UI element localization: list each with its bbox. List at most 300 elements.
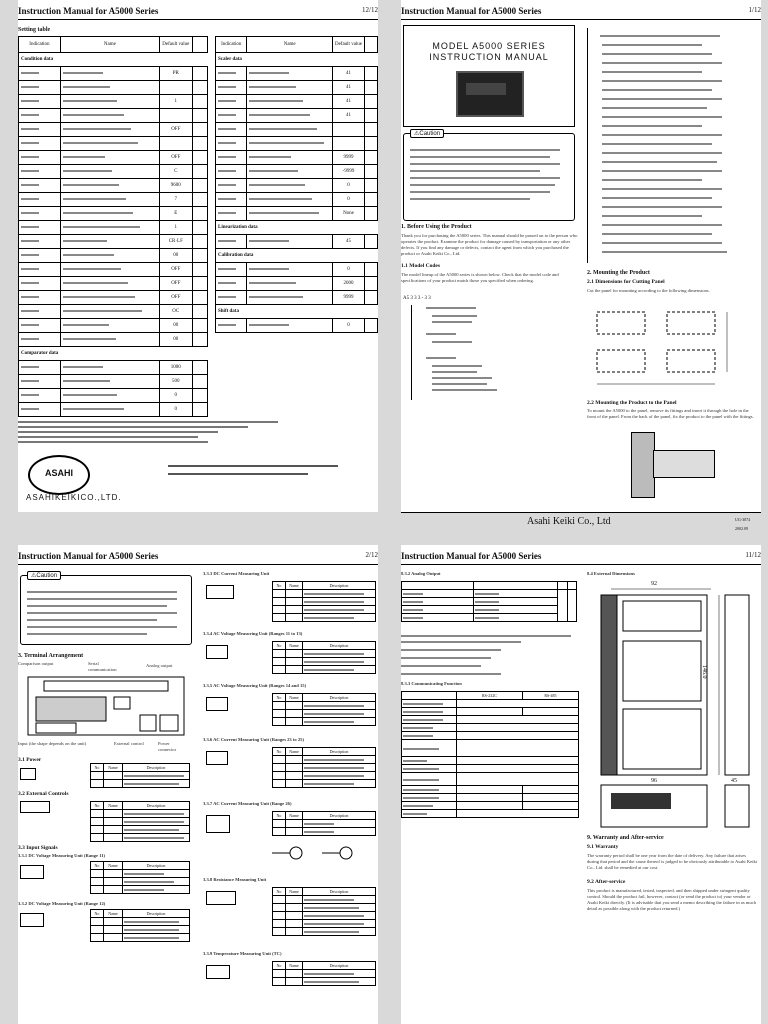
manual-page-1 xyxy=(401,0,761,512)
aca2-table: No Name Description xyxy=(272,811,376,836)
table-row xyxy=(216,109,378,123)
indication-cell xyxy=(19,109,61,123)
cover-title: INSTRUCTION MANUAL xyxy=(429,52,549,62)
blank-cell xyxy=(192,123,207,137)
blank-cell xyxy=(192,151,207,165)
blank-cell xyxy=(365,235,378,249)
group-label: Shift data xyxy=(216,305,378,319)
ext-controls-heading: 3.2 External Controls xyxy=(18,791,69,797)
footer-rule xyxy=(401,512,761,513)
default-cell: 1000 xyxy=(159,361,192,375)
default-cell: 0 xyxy=(332,193,364,207)
name-cell xyxy=(247,235,333,249)
blank-cell xyxy=(192,375,207,389)
table-row xyxy=(216,123,378,137)
indication-cell xyxy=(19,361,61,375)
name-cell xyxy=(60,109,159,123)
blank-cell xyxy=(192,137,207,151)
page-number: 1/12 xyxy=(748,6,761,14)
warning-icon: ⚠ xyxy=(414,131,420,137)
default-cell: 0 xyxy=(159,403,192,417)
logo-text: ASAHI xyxy=(44,468,73,478)
blank-cell xyxy=(192,263,207,277)
table-row xyxy=(19,305,208,319)
blank-cell xyxy=(192,109,207,123)
col-name: Name xyxy=(247,37,333,53)
manual-page-12 xyxy=(18,0,378,512)
group-row xyxy=(216,221,378,235)
header-title: Instruction Manual for A5000 Series xyxy=(401,551,542,561)
blank-cell xyxy=(365,207,378,221)
terminal-diagram xyxy=(22,675,190,739)
default-cell: 45 xyxy=(332,235,364,249)
table-row xyxy=(19,179,208,193)
default-cell: 41 xyxy=(332,81,364,95)
table-row xyxy=(216,235,378,249)
name-cell xyxy=(60,333,159,347)
input-label: Input (the shape depends on the unit) xyxy=(18,741,87,746)
default-cell: CR·LF xyxy=(159,235,192,249)
name-cell xyxy=(247,291,333,305)
caution-label: ⚠Caution xyxy=(410,129,444,138)
blank-cell xyxy=(192,193,207,207)
dim-depth: 45 xyxy=(731,778,737,784)
blank-cell xyxy=(192,81,207,95)
default-cell: OFF xyxy=(159,291,192,305)
company-logo xyxy=(28,455,90,495)
blank-cell xyxy=(192,277,207,291)
company-name: ASAHIKEIKICO.,LTD. xyxy=(26,493,122,502)
blank-cell xyxy=(365,291,378,305)
dim-height: 146.0 xyxy=(701,665,707,679)
dca-terminal-icon xyxy=(206,585,234,599)
dcv2-terminal-icon xyxy=(20,913,44,927)
name-cell xyxy=(247,319,333,333)
table-row xyxy=(19,151,208,165)
blank-cell xyxy=(365,137,378,151)
indication-cell xyxy=(216,291,247,305)
default-cell: PR xyxy=(159,67,192,81)
blank-cell xyxy=(192,95,207,109)
name-cell xyxy=(60,277,159,291)
tc-terminal-icon xyxy=(206,965,230,979)
default-cell: 0 xyxy=(159,389,192,403)
res-table: No Name Description xyxy=(272,887,376,936)
analog-output-heading: 8.3.2 Analog Output xyxy=(401,571,441,576)
before-using-heading: 1. Before Using the Product xyxy=(401,224,472,230)
group-row xyxy=(216,305,378,319)
table-row xyxy=(19,361,208,375)
analog-notes xyxy=(401,631,579,681)
group-label: Linearization data xyxy=(216,221,378,235)
blank-cell xyxy=(192,179,207,193)
blank-cell xyxy=(192,333,207,347)
col-default: Default value xyxy=(159,37,192,53)
dcv-terminal-icon xyxy=(20,865,44,879)
power-terminal-icon xyxy=(20,768,36,780)
power-heading: 3.1 Power xyxy=(18,757,42,763)
model-code: A5 3 3 3 - 3 3 xyxy=(403,296,431,301)
blank-cell xyxy=(365,263,378,277)
table-row xyxy=(19,109,208,123)
name-cell xyxy=(60,263,159,277)
page-header xyxy=(18,545,378,567)
aca2-terminal-icon xyxy=(206,815,230,833)
default-cell: 0 xyxy=(332,263,364,277)
default-cell: 00 xyxy=(159,333,192,347)
dimensions-heading: 2.1 Dimensions for Cutting Panel xyxy=(587,279,665,285)
name-cell xyxy=(60,151,159,165)
warranty-text: The warranty period shall be one year from the date of delivery. Any failure that arises during that period and the cause thereof is judged to be obviously attributable to Asahi Keiki Co., Ltd. shall be remedied at our cost. xyxy=(587,853,758,870)
blank-cell xyxy=(192,67,207,81)
table-row xyxy=(216,95,378,109)
analog-output-table xyxy=(401,581,577,622)
caution-box xyxy=(403,133,575,221)
acv-heading: 3.3.4 AC Voltage Measuring Unit (Ranges 11 to 13) xyxy=(203,631,303,636)
aca-heading: 3.3.6 AC Current Measuring Unit (Ranges 23 to 25) xyxy=(203,737,304,742)
default-cell: -9999 xyxy=(332,165,364,179)
external-control-label: External control xyxy=(114,741,144,746)
blank-cell xyxy=(192,361,207,375)
indication-cell xyxy=(19,319,61,333)
cover-box xyxy=(403,25,575,127)
name-cell xyxy=(60,179,159,193)
dcv-heading: 3.3.1 DC Voltage Measuring Unit (Range 11) xyxy=(18,853,106,858)
indication-cell xyxy=(19,389,61,403)
blank-cell xyxy=(365,123,378,137)
table-row xyxy=(19,137,208,151)
tc-heading: 3.3.9 Temperature Measuring Unit (TC) xyxy=(203,951,282,956)
serial-comm-label: Serial communication xyxy=(88,661,117,672)
header-title: Instruction Manual for A5000 Series xyxy=(401,6,542,16)
page-header xyxy=(401,545,761,567)
header-title: Instruction Manual for A5000 Series xyxy=(18,551,159,561)
name-cell xyxy=(247,123,333,137)
model-codes-text: The model lineup of the A5000 series is shown below. Check that the model code and specifications of your product match those you specified when ordering. xyxy=(401,272,559,283)
group-row xyxy=(216,53,378,67)
default-cell: None xyxy=(332,207,364,221)
group-row xyxy=(216,249,378,263)
indication-cell xyxy=(19,165,61,179)
indication-cell xyxy=(19,221,61,235)
default-cell xyxy=(159,137,192,151)
indication-cell xyxy=(216,95,247,109)
indication-cell xyxy=(19,151,61,165)
group-label: Calibration data xyxy=(216,249,378,263)
name-cell xyxy=(60,249,159,263)
acv-table: No Name Description xyxy=(272,641,376,674)
table-row xyxy=(19,95,208,109)
power-connector-label: Power connector xyxy=(158,741,177,752)
table-row xyxy=(19,263,208,277)
name-cell xyxy=(60,403,159,417)
blank-cell xyxy=(192,291,207,305)
indication-cell xyxy=(19,67,61,81)
terminal-heading: 3. Terminal Arrangement xyxy=(18,653,84,659)
group-label: Scaler data xyxy=(216,53,378,67)
default-cell: 00 xyxy=(159,249,192,263)
table-row xyxy=(19,165,208,179)
indication-cell xyxy=(19,207,61,221)
indication-cell xyxy=(19,249,61,263)
model-code-tree xyxy=(411,305,512,400)
name-cell xyxy=(60,389,159,403)
table-row xyxy=(19,375,208,389)
group-row xyxy=(19,347,208,361)
name-cell xyxy=(60,235,159,249)
table-row xyxy=(19,193,208,207)
indication-cell xyxy=(216,319,247,333)
name-cell xyxy=(247,207,333,221)
indication-cell xyxy=(216,137,247,151)
header-title: Instruction Manual for A5000 Series xyxy=(18,6,159,16)
blank-cell xyxy=(192,249,207,263)
acv2-terminal-icon xyxy=(206,697,228,711)
table-row xyxy=(19,277,208,291)
after-service-text: This product is manufactured, tested, inspected, and then shipped under stringent quality control. Should the product fail, however, contact (or send the product to) your vendor or Asahi Keiki directly. (It is advisable that you send a memo describing the failure in as much detail as possible along with the product returned.) xyxy=(587,888,756,911)
mounting-heading: 2. Mounting the Product xyxy=(587,270,650,276)
table-row xyxy=(19,389,208,403)
indication-cell xyxy=(19,333,61,347)
acv2-heading: 3.3.5 AC Voltage Measuring Unit (Ranges 14 and 15) xyxy=(203,683,307,688)
indication-cell xyxy=(19,123,61,137)
table-row xyxy=(19,235,208,249)
default-cell: 9999 xyxy=(332,151,364,165)
panel-cutout-diagram xyxy=(591,298,741,393)
table-row xyxy=(216,165,378,179)
indication-cell xyxy=(19,137,61,151)
default-cell xyxy=(159,109,192,123)
power-table: No Name Description xyxy=(90,763,190,788)
name-cell xyxy=(60,375,159,389)
name-cell xyxy=(60,361,159,375)
blank-cell xyxy=(365,319,378,333)
blank-cell xyxy=(192,305,207,319)
blank-cell xyxy=(365,277,378,291)
name-cell xyxy=(247,277,333,291)
table-row xyxy=(19,291,208,305)
default-cell xyxy=(159,81,192,95)
name-cell xyxy=(60,123,159,137)
table-row xyxy=(216,193,378,207)
page-header xyxy=(18,0,378,22)
name-cell xyxy=(60,137,159,151)
table-row xyxy=(216,319,378,333)
indication-cell xyxy=(19,235,61,249)
table-row xyxy=(19,319,208,333)
blank-cell xyxy=(365,179,378,193)
default-cell: 7 xyxy=(159,193,192,207)
dca-heading: 3.3.3 DC Current Measuring Unit xyxy=(203,571,270,576)
aca2-heading: 3.3.7 AC Current Measuring Unit (Range 26) xyxy=(203,801,292,806)
blank-cell xyxy=(192,165,207,179)
page-number: 2/12 xyxy=(365,551,378,559)
group-label: Comparator data xyxy=(19,347,208,361)
default-cell: 41 xyxy=(332,95,364,109)
default-cell: 00 xyxy=(159,319,192,333)
dimensions-text: Cut the panel for mounting according to the following dimensions. xyxy=(587,288,710,293)
table-row xyxy=(19,67,208,81)
blank-cell xyxy=(365,95,378,109)
rs232c-header: RS-232C xyxy=(457,692,523,700)
blank-cell xyxy=(365,193,378,207)
table-row xyxy=(216,81,378,95)
indication-cell xyxy=(216,235,247,249)
blank-cell xyxy=(192,389,207,403)
name-cell xyxy=(247,151,333,165)
table-row xyxy=(19,123,208,137)
table-row xyxy=(19,81,208,95)
mount-text: To mount the A5000 to the panel, remove its fittings and insert it through the hole in the front of the panel. From the back of the panel, fix the product to the panel with the fittings. xyxy=(587,408,754,419)
page-number: 11/12 xyxy=(745,551,761,559)
indication-cell xyxy=(216,277,247,291)
ct-connector-icons xyxy=(268,841,368,865)
res-heading: 3.3.8 Resistance Measuring Unit xyxy=(203,877,267,882)
default-cell: 0 xyxy=(332,179,364,193)
blank-cell xyxy=(365,165,378,179)
dim-width-bottom: 96 xyxy=(651,778,657,784)
name-cell xyxy=(247,137,333,151)
col-default: Default value xyxy=(332,37,364,53)
indication-cell xyxy=(216,81,247,95)
external-dimensions-drawing xyxy=(591,581,761,831)
name-cell xyxy=(60,193,159,207)
name-cell xyxy=(60,291,159,305)
group-label: Condition data xyxy=(19,53,208,67)
mount-diagram xyxy=(621,432,721,496)
comm-heading: 8.3.3 Communicating Function xyxy=(401,681,462,686)
blank-cell xyxy=(192,403,207,417)
dim-width-top: 92 xyxy=(651,581,657,587)
acv2-table: No Name Description xyxy=(272,693,376,726)
name-cell xyxy=(60,95,159,109)
default-cell: 2000 xyxy=(332,277,364,291)
tc-table: No Name Description xyxy=(272,961,376,986)
name-cell xyxy=(247,95,333,109)
name-cell xyxy=(60,319,159,333)
blank-cell xyxy=(192,319,207,333)
manual-page-11 xyxy=(401,545,761,1024)
mount-heading: 2.2 Mounting the Product to the Panel xyxy=(587,400,677,406)
table-footnotes xyxy=(18,418,318,446)
model-list-right xyxy=(587,28,758,263)
indication-cell xyxy=(19,263,61,277)
table-row xyxy=(216,291,378,305)
name-cell xyxy=(60,67,159,81)
table-row xyxy=(216,137,378,151)
name-cell xyxy=(247,81,333,95)
dcv2-heading: 3.3.2 DC Voltage Measuring Unit (Range 12) xyxy=(18,901,106,906)
manual-page-2 xyxy=(18,545,378,1024)
indication-cell xyxy=(216,179,247,193)
indication-cell xyxy=(19,375,61,389)
footer-date: 2002.09 xyxy=(735,526,748,531)
indication-cell xyxy=(19,81,61,95)
ext-terminal-icon xyxy=(20,801,50,813)
dcv-table: No Name Description xyxy=(90,861,190,894)
indication-cell xyxy=(216,165,247,179)
name-cell xyxy=(60,305,159,319)
warranty-subheading: 9.1 Warranty xyxy=(587,844,619,850)
group-row xyxy=(19,53,208,67)
cover-model: MODEL A5000 SERIES xyxy=(432,41,546,51)
default-cell: 0 xyxy=(332,319,364,333)
col-indication: Indication xyxy=(19,37,61,53)
default-cell: 41 xyxy=(332,109,364,123)
caution-box xyxy=(20,575,192,645)
meter-image xyxy=(456,71,524,117)
dcv2-table: No Name Description xyxy=(90,909,190,942)
name-cell xyxy=(247,109,333,123)
table-row xyxy=(19,333,208,347)
name-cell xyxy=(60,81,159,95)
default-cell: OFF xyxy=(159,263,192,277)
default-cell: OFF xyxy=(159,151,192,165)
comm-table xyxy=(401,691,579,818)
default-cell: C xyxy=(159,165,192,179)
table-row xyxy=(19,403,208,417)
name-cell xyxy=(60,165,159,179)
external-dimensions-heading: 8.4 External Dimensions xyxy=(587,571,635,576)
indication-cell xyxy=(19,305,61,319)
default-cell: OFF xyxy=(159,123,192,137)
indication-cell xyxy=(216,67,247,81)
name-cell xyxy=(247,263,333,277)
default-cell: OFF xyxy=(159,277,192,291)
indication-cell xyxy=(19,403,61,417)
default-cell: E xyxy=(159,207,192,221)
indication-cell xyxy=(216,123,247,137)
default-cell: 41 xyxy=(332,67,364,81)
blank-cell xyxy=(365,151,378,165)
setting-table-left xyxy=(18,36,208,417)
page-header xyxy=(401,0,761,22)
default-cell: 500 xyxy=(159,375,192,389)
blank-cell xyxy=(192,207,207,221)
res-terminal-icon xyxy=(206,891,236,905)
setting-table-label: Setting table xyxy=(18,27,51,33)
table-row xyxy=(216,67,378,81)
footer-company: Asahi Keiki Co., Ltd xyxy=(527,516,611,527)
comparison-output-label: Comparison output xyxy=(18,661,54,666)
default-cell: 1 xyxy=(159,221,192,235)
blank-cell xyxy=(192,221,207,235)
table-row xyxy=(216,277,378,291)
aca-terminal-icon xyxy=(206,751,228,765)
indication-cell xyxy=(216,151,247,165)
indication-cell xyxy=(19,179,61,193)
warning-icon: ⚠ xyxy=(31,573,37,579)
blank-cell xyxy=(192,235,207,249)
rs485-header: RS-485 xyxy=(522,692,578,700)
default-cell: 9600 xyxy=(159,179,192,193)
name-cell xyxy=(247,179,333,193)
col-name: Name xyxy=(60,37,159,53)
name-cell xyxy=(247,165,333,179)
table-row xyxy=(19,221,208,235)
model-codes-heading: 1.1 Model Codes xyxy=(401,263,440,269)
indication-cell xyxy=(216,263,247,277)
indication-cell xyxy=(216,207,247,221)
aca-table: No Name Description xyxy=(272,747,376,788)
table-row xyxy=(216,151,378,165)
input-signals-heading: 3.3 Input Signals xyxy=(18,845,58,851)
blank-cell xyxy=(365,67,378,81)
name-cell xyxy=(60,221,159,235)
col-indication: Indication xyxy=(216,37,247,53)
footer-doc-id: UG-3074 xyxy=(735,517,751,522)
company-address xyxy=(168,465,338,475)
